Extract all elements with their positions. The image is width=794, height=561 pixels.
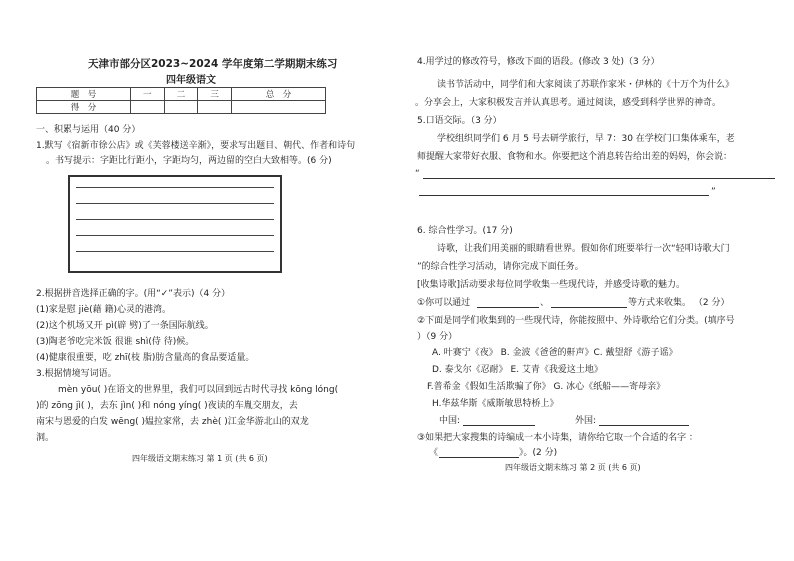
question-3-line: )的 zōng jì( )，去东 jìn( )和 nóng yíng( )夜读的车胤交朋友，去 xyxy=(36,401,298,411)
china-label: 中国: xyxy=(439,416,461,426)
writing-line xyxy=(76,235,274,236)
table-row xyxy=(37,88,326,101)
answer-blank[interactable] xyxy=(599,425,689,426)
question-6-task: [收集诗歌]活动要求每位同学收集一些现代诗，并感受诗歌的魅力。 xyxy=(417,280,686,290)
sub-question-2: ②下面是同学们收集到的一些现代诗，你能按照中、外诗歌给它们分类。(填序号 xyxy=(417,316,735,326)
sub-question-1: ①你可以通过 xyxy=(417,298,471,308)
answer-blank[interactable] xyxy=(439,457,519,458)
writing-box[interactable] xyxy=(68,175,282,273)
writing-line xyxy=(76,251,274,252)
poem-option: F.普希金《假如生活欺骗了你》 G. 冰心《纸船——寄母亲》 xyxy=(427,382,666,392)
question-1-text: 1.默写《宿新市徐公店》或《芙蓉楼送辛渐》，要求写出题目、朝代、作者和诗句 xyxy=(36,141,356,151)
table-cell: 得 分 xyxy=(37,101,131,114)
exam-subtitle: 四年级语文 xyxy=(166,75,216,86)
right-page xyxy=(397,0,794,561)
question-2-text: 2.根据拼音选择正确的字。(用“✓”表示)（4 分） xyxy=(36,289,231,299)
poem-option: H.华兹华斯《威斯敏思特桥上》 xyxy=(432,399,559,409)
question-5-line: 学校组织同学们 6 月 5 号去研学旅行，早 7：30 在学校门口集体乘车，老 xyxy=(437,134,735,144)
writing-line xyxy=(76,187,274,188)
question-5-line: 师提醒大家带好衣服、食物和水。你要把这个消息转告给出差的妈妈，你会说： xyxy=(417,152,733,162)
score-cell[interactable] xyxy=(198,101,232,114)
writing-line xyxy=(76,219,274,220)
question-4-line: 。分享会上，大家积极发言并认真思考。通过阅读，感受到科学世界的神奇。 xyxy=(415,98,722,108)
question-2-item: (2)这个机场又开 pì(辟 劈)了一条国际航线。 xyxy=(36,321,214,331)
score-cell[interactable] xyxy=(164,101,198,114)
score-cell[interactable] xyxy=(130,101,164,114)
writing-line xyxy=(76,203,274,204)
quote-close: ” xyxy=(711,187,716,197)
question-6-line: ”的综合性学习活动，请你完成下面任务。 xyxy=(417,262,584,272)
score-table xyxy=(36,87,326,114)
table-cell: 总 分 xyxy=(232,88,326,101)
answer-blank[interactable] xyxy=(477,307,539,308)
table-row xyxy=(37,101,326,114)
question-6-title: 6. 综合性学习。(17 分) xyxy=(417,226,513,236)
question-2-item: (4)健康很重要，吃 zhī(枝 脂)肪含量高的食品要适量。 xyxy=(36,353,255,363)
exam-title: 天津市部分区2023~2024 学年度第二学期期末练习 xyxy=(88,58,338,70)
table-cell: 一 xyxy=(130,88,164,101)
quote-open: “ xyxy=(415,169,420,179)
separator: 、 xyxy=(540,298,550,308)
question-2-item: (3)陶老爷吃完米饭 很谁 shì(侍 待)候。 xyxy=(36,337,195,347)
foreign-label: 外国: xyxy=(575,416,597,426)
poem-option: D. 泰戈尔《忍耐》 E. 艾青《我爱这土地》 xyxy=(432,365,603,375)
section-heading: 一、积累与运用（40 分） xyxy=(36,125,141,135)
poem-option: A. 叶赛宁《夜》 B. 金波《爸爸的鼾声》C. 戴望舒《游子谣》 xyxy=(432,348,678,358)
sub-question-1-tail: 等方式来收集。 （2 分） xyxy=(628,298,730,308)
question-3-line: mèn yōu( )在语文的世界里，我们可以回到远古时代寻找 kōng lóng( xyxy=(58,385,339,395)
score-cell[interactable] xyxy=(232,101,326,114)
question-2-item: (1)家是慰 jiè(藉 籍)心灵的港湾。 xyxy=(36,305,172,315)
title-bracket-open: 《 xyxy=(429,448,439,458)
question-4-line: 读书节活动中，同学们和大家阅读了苏联作家米・伊林的《十万个为什么》 xyxy=(437,80,735,90)
sub-question-3: ③如果把大家搜集的诗编成一本小诗集，请你给它取一个合适的名字 ： xyxy=(417,433,698,443)
page-footer: 四年级语文期末练习 第 1 页 (共 6 页) xyxy=(132,454,268,463)
table-cell: 三 xyxy=(198,88,232,101)
table-cell: 二 xyxy=(164,88,198,101)
question-1-hint: 。书写提示：字距比行距小，字距均匀，两边留的空白大致相等。(6 分) xyxy=(46,156,332,166)
title-bracket-close: 》。(2 分) xyxy=(519,448,558,458)
sub-question-2-tail: ）（9 分） xyxy=(417,332,458,342)
question-6-line: 诗歌，让我们用美丽的眼睛看世界。假如你们班要举行一次“轻叩诗歌大门 xyxy=(437,244,730,254)
page-footer: 四年级语文期末练习 第 2 页 (共 6 页) xyxy=(505,463,641,472)
question-3-line: 南宋与恩爱的白发 wēng( )媪拉家常，去 zhè( )江金华游北山的双龙 xyxy=(36,417,309,427)
answer-blank[interactable] xyxy=(551,307,627,308)
table-cell: 题 号 xyxy=(37,88,131,101)
answer-line[interactable] xyxy=(423,178,775,179)
question-4-title: 4.用学过的修改符号，修改下面的语段。(修改 3 处)（3 分） xyxy=(417,57,660,67)
question-3-title: 3.根据情境写词语。 xyxy=(36,369,117,379)
answer-blank[interactable] xyxy=(463,425,535,426)
question-3-line: 洞。 xyxy=(36,433,55,443)
answer-line[interactable] xyxy=(419,195,709,196)
question-5-title: 5.口语交际。（3 分） xyxy=(417,116,502,126)
